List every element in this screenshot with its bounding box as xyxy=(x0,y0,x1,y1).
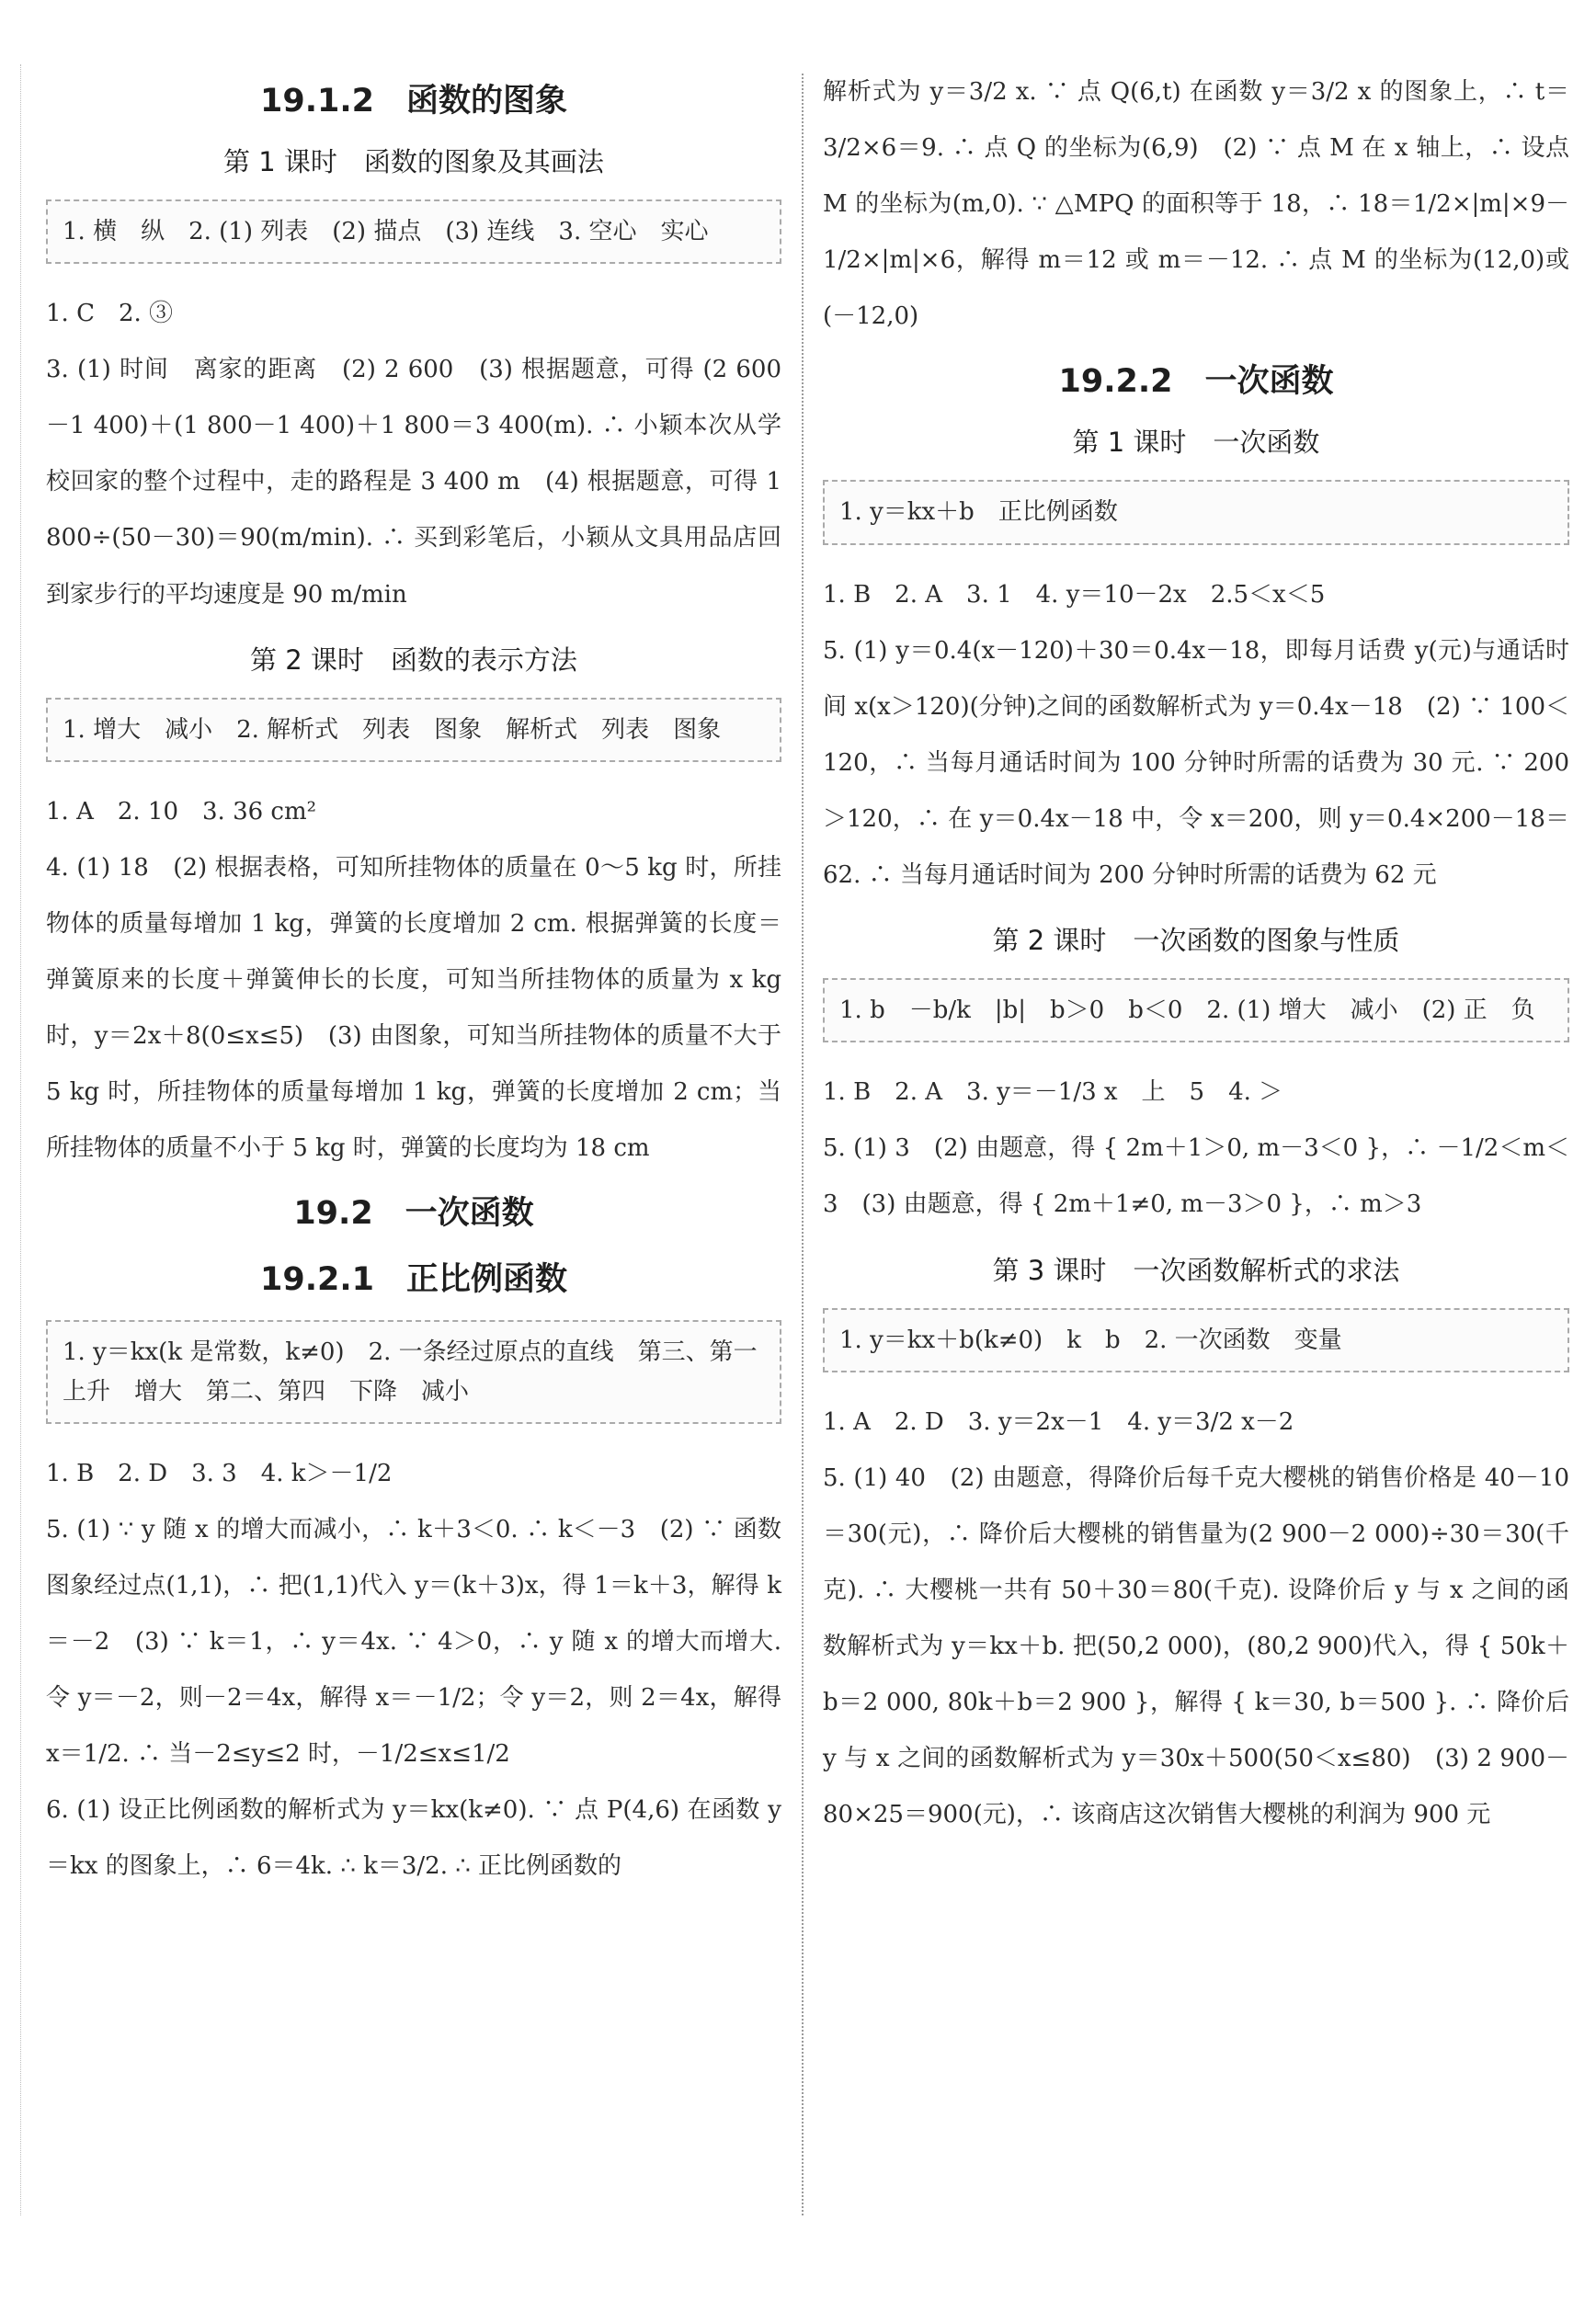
basics-box-finding-expression: 1. y＝kx＋b(k≠0) k b 2. 一次函数 变量 xyxy=(823,1308,1569,1372)
lesson-heading-graph-drawing: 第 1 课时 函数的图象及其画法 xyxy=(223,146,604,177)
exercise-answers-c3: 6. (1) 设正比例函数的解析式为 y＝kx(k≠0). ∵ 点 P(4,6) 在函数 y＝kx 的图象上，∴ 6＝4k. ∴ k＝3/2. ∴ 正比例函数的 xyxy=(46,1796,781,1881)
exercise-answers-c1: 1. B 2. D 3. 3 4. k＞－1/2 xyxy=(46,1459,393,1487)
basics-box-linear-function: 1. y＝kx＋b 正比例函数 xyxy=(823,480,1569,544)
exercise-answers-f1: 1. A 2. D 3. y＝2x－1 4. y＝3/2 x－2 xyxy=(823,1407,1294,1436)
lesson-heading-linear-function: 第 1 课时 一次函数 xyxy=(1072,427,1320,459)
section-heading-19-2: 19.2 一次函数 xyxy=(293,1195,534,1233)
exercise-answers-e2: 5. (1) 3 (2) 由题意，得 { 2m＋1＞0, m－3＜0 }，∴ －1/2＜m＜3 (3) 由题意，得 { 2m＋1≠0, m－3＞0 }，∴ m＞3 xyxy=(823,1134,1569,1219)
exercise-answers-d2: 5. (1) y＝0.4(x－120)＋30＝0.4x－18，即每月话费 y(元)与通话时间 x(x＞120)(分钟)之间的函数解析式为 y＝0.4x－18 (2) ∵ 100＜120，∴ 当每月通话时间为 100 分钟时所需的话费为 30 元. ∵ 200＞120，∴ 在 y＝0.4x－18 中，令 x＝200，则 y＝0.4×200－18＝62. ∴ 当每月通话时间为 200 分钟时所需的话费为 62 元 xyxy=(823,636,1569,890)
margin-line xyxy=(20,64,21,2215)
left-column xyxy=(46,64,781,1895)
exercise-answers-e1: 1. B 2. A 3. y＝－1/3 x 上 5 4. ＞ xyxy=(823,1078,1283,1107)
basics-box-proportional: 1. y＝kx(k 是常数，k≠0) 2. 一条经过原点的直线 第三、第一 上升 增大 第二、第四 下降 减小 xyxy=(46,1320,781,1423)
section-heading-19-1-2: 19.1.2 函数的图象 xyxy=(259,83,567,120)
lesson-heading-finding-expression: 第 3 课时 一次函数解析式的求法 xyxy=(992,1254,1400,1286)
exercise-answers-r1: 解析式为 y＝3/2 x. ∵ 点 Q(6,t) 在函数 y＝3/2 x 的图象上，∴ t＝3/2×6＝9. ∴ 点 Q 的坐标为(6,9) (2) ∵ 点 M 在 x 轴上，∴ 设点 M 的坐标为(m,0). ∵ △MPQ 的面积等于 18，∴ 18＝1/2×|m|×9－1/2×|m|×6，解得 m＝12 或 m＝－12. ∴ 点 M 的坐标为(12,0)或(－12,0) xyxy=(823,78,1569,331)
right-column xyxy=(823,64,1569,1843)
exercise-answers-c2: 5. (1) ∵ y 随 x 的增大而减小，∴ k＋3＜0. ∴ k＜－3 (2) ∵ 函数图象经过点(1,1)，∴ 把(1,1)代入 y＝(k＋3)x，得 1＝k＋3，解得 k＝－2 (3) ∵ k＝1，∴ y＝4x. ∵ 4＞0，∴ y 随 x 的增大而增大. 令 y＝－2，则－2＝4x，解得 x＝－1/2；令 y＝2，则 2＝4x，解得 x＝1/2. ∴ 当－2≤y≤2 时，－1/2≤x≤1/2 xyxy=(46,1515,781,1769)
section-heading-19-2-2: 19.2.2 一次函数 xyxy=(1058,363,1334,401)
exercise-answers-b2: 4. (1) 18 (2) 根据表格，可知所挂物体的质量在 0～5 kg 时，所挂物体的质量每增加 1 kg，弹簧的长度增加 2 cm. 根据弹簧的长度＝弹簧原来的长度＋弹簧伸长的长度，可知当所挂物体的质量为 x kg 时，y＝2x＋8(0≤x≤5) (3) 由图象，可知当所挂物体的质量不大于 5 kg 时，所挂物体的质量每增加 1 kg，弹簧的长度增加 2 cm；当所挂物体的质量不小于 5 kg 时，弹簧的长度均为 18 cm xyxy=(46,853,781,1163)
exercise-answers-f2: 5. (1) 40 (2) 由题意，得降价后每千克大樱桃的销售价格是 40－10＝30(元)，∴ 降价后大樱桃的销售量为(2 900－2 000)÷30＝30(千克). ∴ 大樱桃一共有 50＋30＝80(千克). 设降价后 y 与 x 之间的函数解析式为 y＝kx＋b. 把(50,2 000)，(80,2 900)代入，得 { 50k＋b＝2 000, 80k＋b＝2 900 }，解得 { k＝30, b＝500 }. ∴ 降价后 y 与 x 之间的函数解析式为 y＝30x＋500(50＜x≤80) (3) 2 900－80×25＝900(元)，∴ 该商店这次销售大樱桃的利润为 900 元 xyxy=(823,1463,1569,1829)
exercise-answers-a1: 1. C 2. ③ xyxy=(46,300,174,328)
exercise-answers-a2: 3. (1) 时间 离家的距离 (2) 2 600 (3) 根据题意，可得 (2 600－1 400)＋(1 800－1 400)＋1 800＝3 400(m). ∴ 小颖本次从学校回家的整个过程中，走的路程是 3 400 m (4) 根据题意，可得 1 800÷(50－30)＝90(m/min). ∴ 买到彩笔后，小颖从文具用品店回到家步行的平均速度是 90 m/min xyxy=(46,356,781,609)
lesson-heading-graph-properties: 第 2 课时 一次函数的图象与性质 xyxy=(992,925,1400,957)
basics-box-representation: 1. 增大 减小 2. 解析式 列表 图象 解析式 列表 图象 xyxy=(46,698,781,762)
basics-box-graph-drawing: 1. 横 纵 2. (1) 列表 (2) 描点 (3) 连线 3. 空心 实心 xyxy=(46,199,781,264)
section-heading-19-2-1: 19.2.1 正比例函数 xyxy=(259,1261,567,1299)
exercise-answers-d1: 1. B 2. A 3. 1 4. y＝10－2x 2.5＜x＜5 xyxy=(823,580,1326,609)
basics-box-graph-properties: 1. b －b/k |b| b＞0 b＜0 2. (1) 增大 减小 (2) 正 负 xyxy=(823,978,1569,1042)
lesson-heading-representation: 第 2 课时 函数的表示方法 xyxy=(250,643,577,676)
exercise-answers-b1: 1. A 2. 10 3. 36 cm² xyxy=(46,797,317,825)
column-divider xyxy=(802,74,804,2215)
